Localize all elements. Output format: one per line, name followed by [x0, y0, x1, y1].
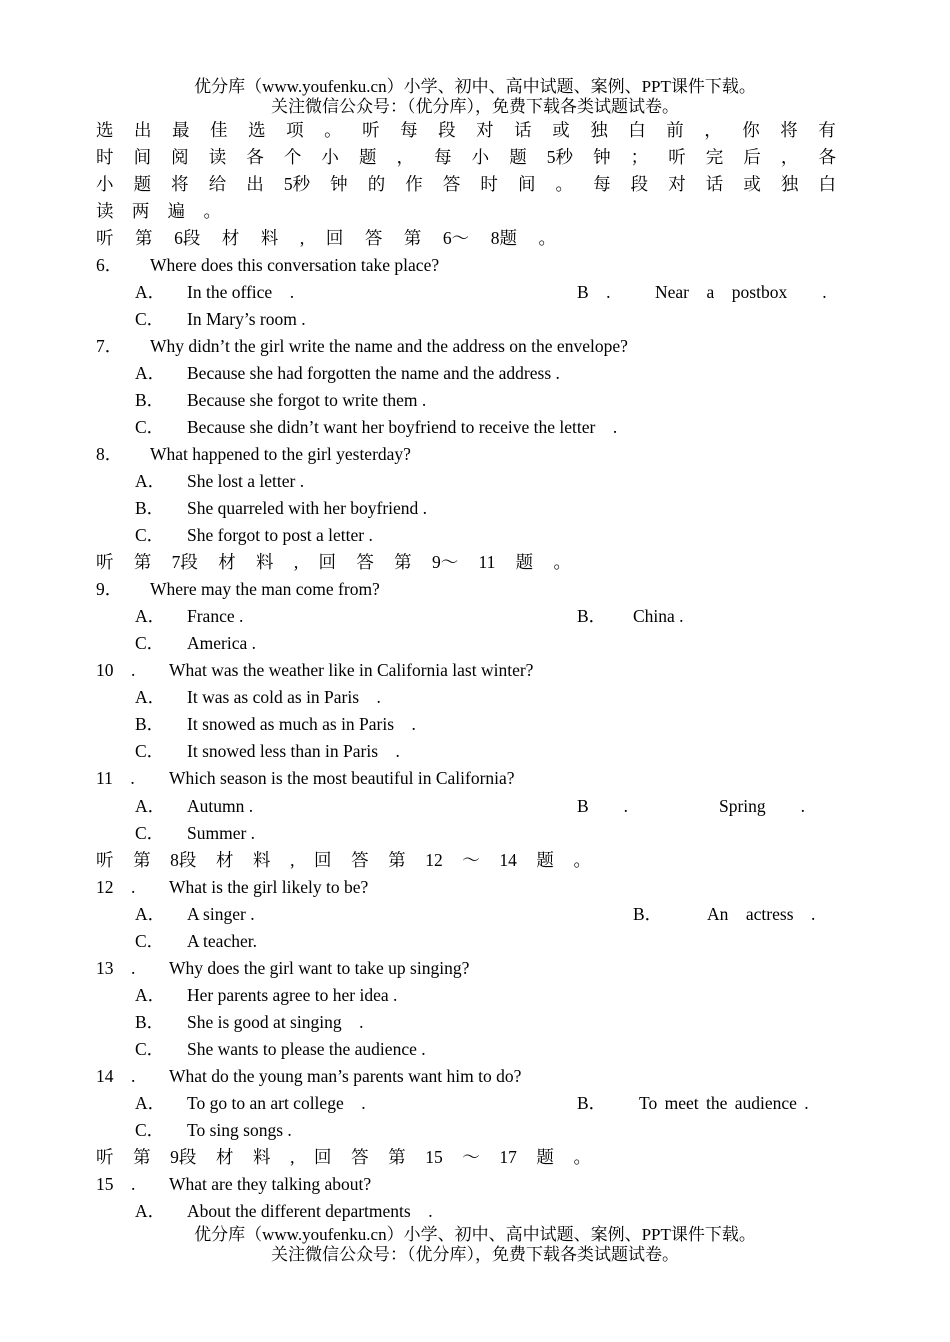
option-text: She quarreled with her boyfriend . [187, 498, 428, 518]
option-label: C． [135, 417, 165, 437]
option-label: C． [135, 633, 165, 653]
option-text: About the different departments . [187, 1201, 433, 1221]
section-heading-8: 听 第 8段 材 料 , 回 答 第 12 ～ 14 题 。 [96, 850, 591, 870]
option-text: In the office . [187, 282, 295, 302]
footer-line-2: 关注微信公众号：（优分库），免费下载各类试题试卷。 [271, 1245, 679, 1264]
option-label: C． [135, 823, 165, 843]
option-label: A． [135, 796, 166, 816]
header-line-2: 关注微信公众号：（优分库），免费下载各类试题试卷。 [271, 97, 679, 116]
option-text: A singer . [187, 904, 255, 924]
option-text: It snowed as much as in Paris . [187, 714, 416, 734]
option-label: A． [135, 606, 166, 626]
option-text: Spring . [719, 796, 806, 816]
option-label: A． [135, 363, 166, 383]
option-text: To sing songs . [187, 1120, 292, 1140]
option-label: C． [135, 1120, 165, 1140]
header-line-1: 优分库（www.youfenku.cn）小学、初中、高中试题、案例、PPT课件下载。 [194, 77, 756, 96]
option-text: She is good at singing . [187, 1012, 364, 1032]
option-label: C． [135, 741, 165, 761]
option-label: B． [135, 1012, 165, 1032]
option-text: Autumn . [187, 796, 254, 816]
option-text: France . [187, 606, 244, 626]
section-heading-7: 听 第 7段 材 料 , 回 答 第 9～ 11 题 。 [96, 552, 571, 572]
option-text: She wants to please the audience . [187, 1039, 426, 1059]
option-text: Because she had forgotten the name and the address . [187, 363, 560, 383]
instruction-row-4: 读 两 遍 。 [96, 201, 221, 221]
option-text: She lost a letter . [187, 471, 305, 491]
footer-line-1: 优分库（www.youfenku.cn）小学、初中、高中试题、案例、PPT课件下载。 [194, 1225, 756, 1244]
option-text: A teacher. [187, 931, 257, 951]
option-text: Because she didn’t want her boyfriend to receive the letter . [187, 417, 618, 437]
option-text: Summer . [187, 823, 256, 843]
option-label: C． [135, 309, 165, 329]
option-text: She forgot to post a letter . [187, 525, 373, 545]
option-text: Her parents agree to her idea . [187, 985, 398, 1005]
option-label: C． [135, 1039, 165, 1059]
option-label: B． [135, 714, 165, 734]
option-text: China . [633, 606, 684, 626]
option-label: B . [577, 282, 611, 302]
option-text: It snowed less than in Paris . [187, 741, 400, 761]
option-label: A． [135, 1201, 166, 1221]
option-label: A． [135, 471, 166, 491]
instruction-row-3: 小 题 将 给 出 5秒 钟 的 作 答 时 间 。 每 段 对 话 或 独 白 [96, 174, 836, 194]
option-label: A． [135, 687, 166, 707]
option-label: B． [577, 606, 607, 626]
option-label: B． [135, 498, 165, 518]
option-label: B． [633, 904, 663, 924]
option-label: B． [135, 390, 165, 410]
option-text: To go to an art college . [187, 1093, 366, 1113]
option-text: It was as cold as in Paris . [187, 687, 381, 707]
option-label: A． [135, 282, 166, 302]
option-label: B． [577, 1093, 607, 1113]
option-label: B . [577, 796, 629, 816]
option-text: America . [187, 633, 256, 653]
option-label: A． [135, 985, 166, 1005]
option-text: To meet the audience . [639, 1093, 809, 1113]
option-label: C． [135, 931, 165, 951]
option-text: An actress . [707, 904, 816, 924]
option-text: Near a postbox . [655, 282, 827, 302]
option-label: A． [135, 1093, 166, 1113]
section-heading-6: 听 第 6段 材 料 , 回 答 第 6～ 8题 。 [96, 228, 556, 248]
option-text: Because she forgot to write them . [187, 390, 427, 410]
section-heading-9: 听 第 9段 材 料 , 回 答 第 15 ～ 17 题 。 [96, 1147, 591, 1167]
option-text: In Mary’s room . [187, 309, 306, 329]
option-label: A． [135, 904, 166, 924]
option-label: C． [135, 525, 165, 545]
instruction-row-1: 选 出 最 佳 选 项 。 听 每 段 对 话 或 独 白 前 ， 你 将 有 [96, 120, 836, 140]
instruction-row-2: 时 间 阅 读 各 个 小 题 ， 每 小 题 5秒 钟 ； 听 完 后 ， 各 [96, 147, 836, 167]
